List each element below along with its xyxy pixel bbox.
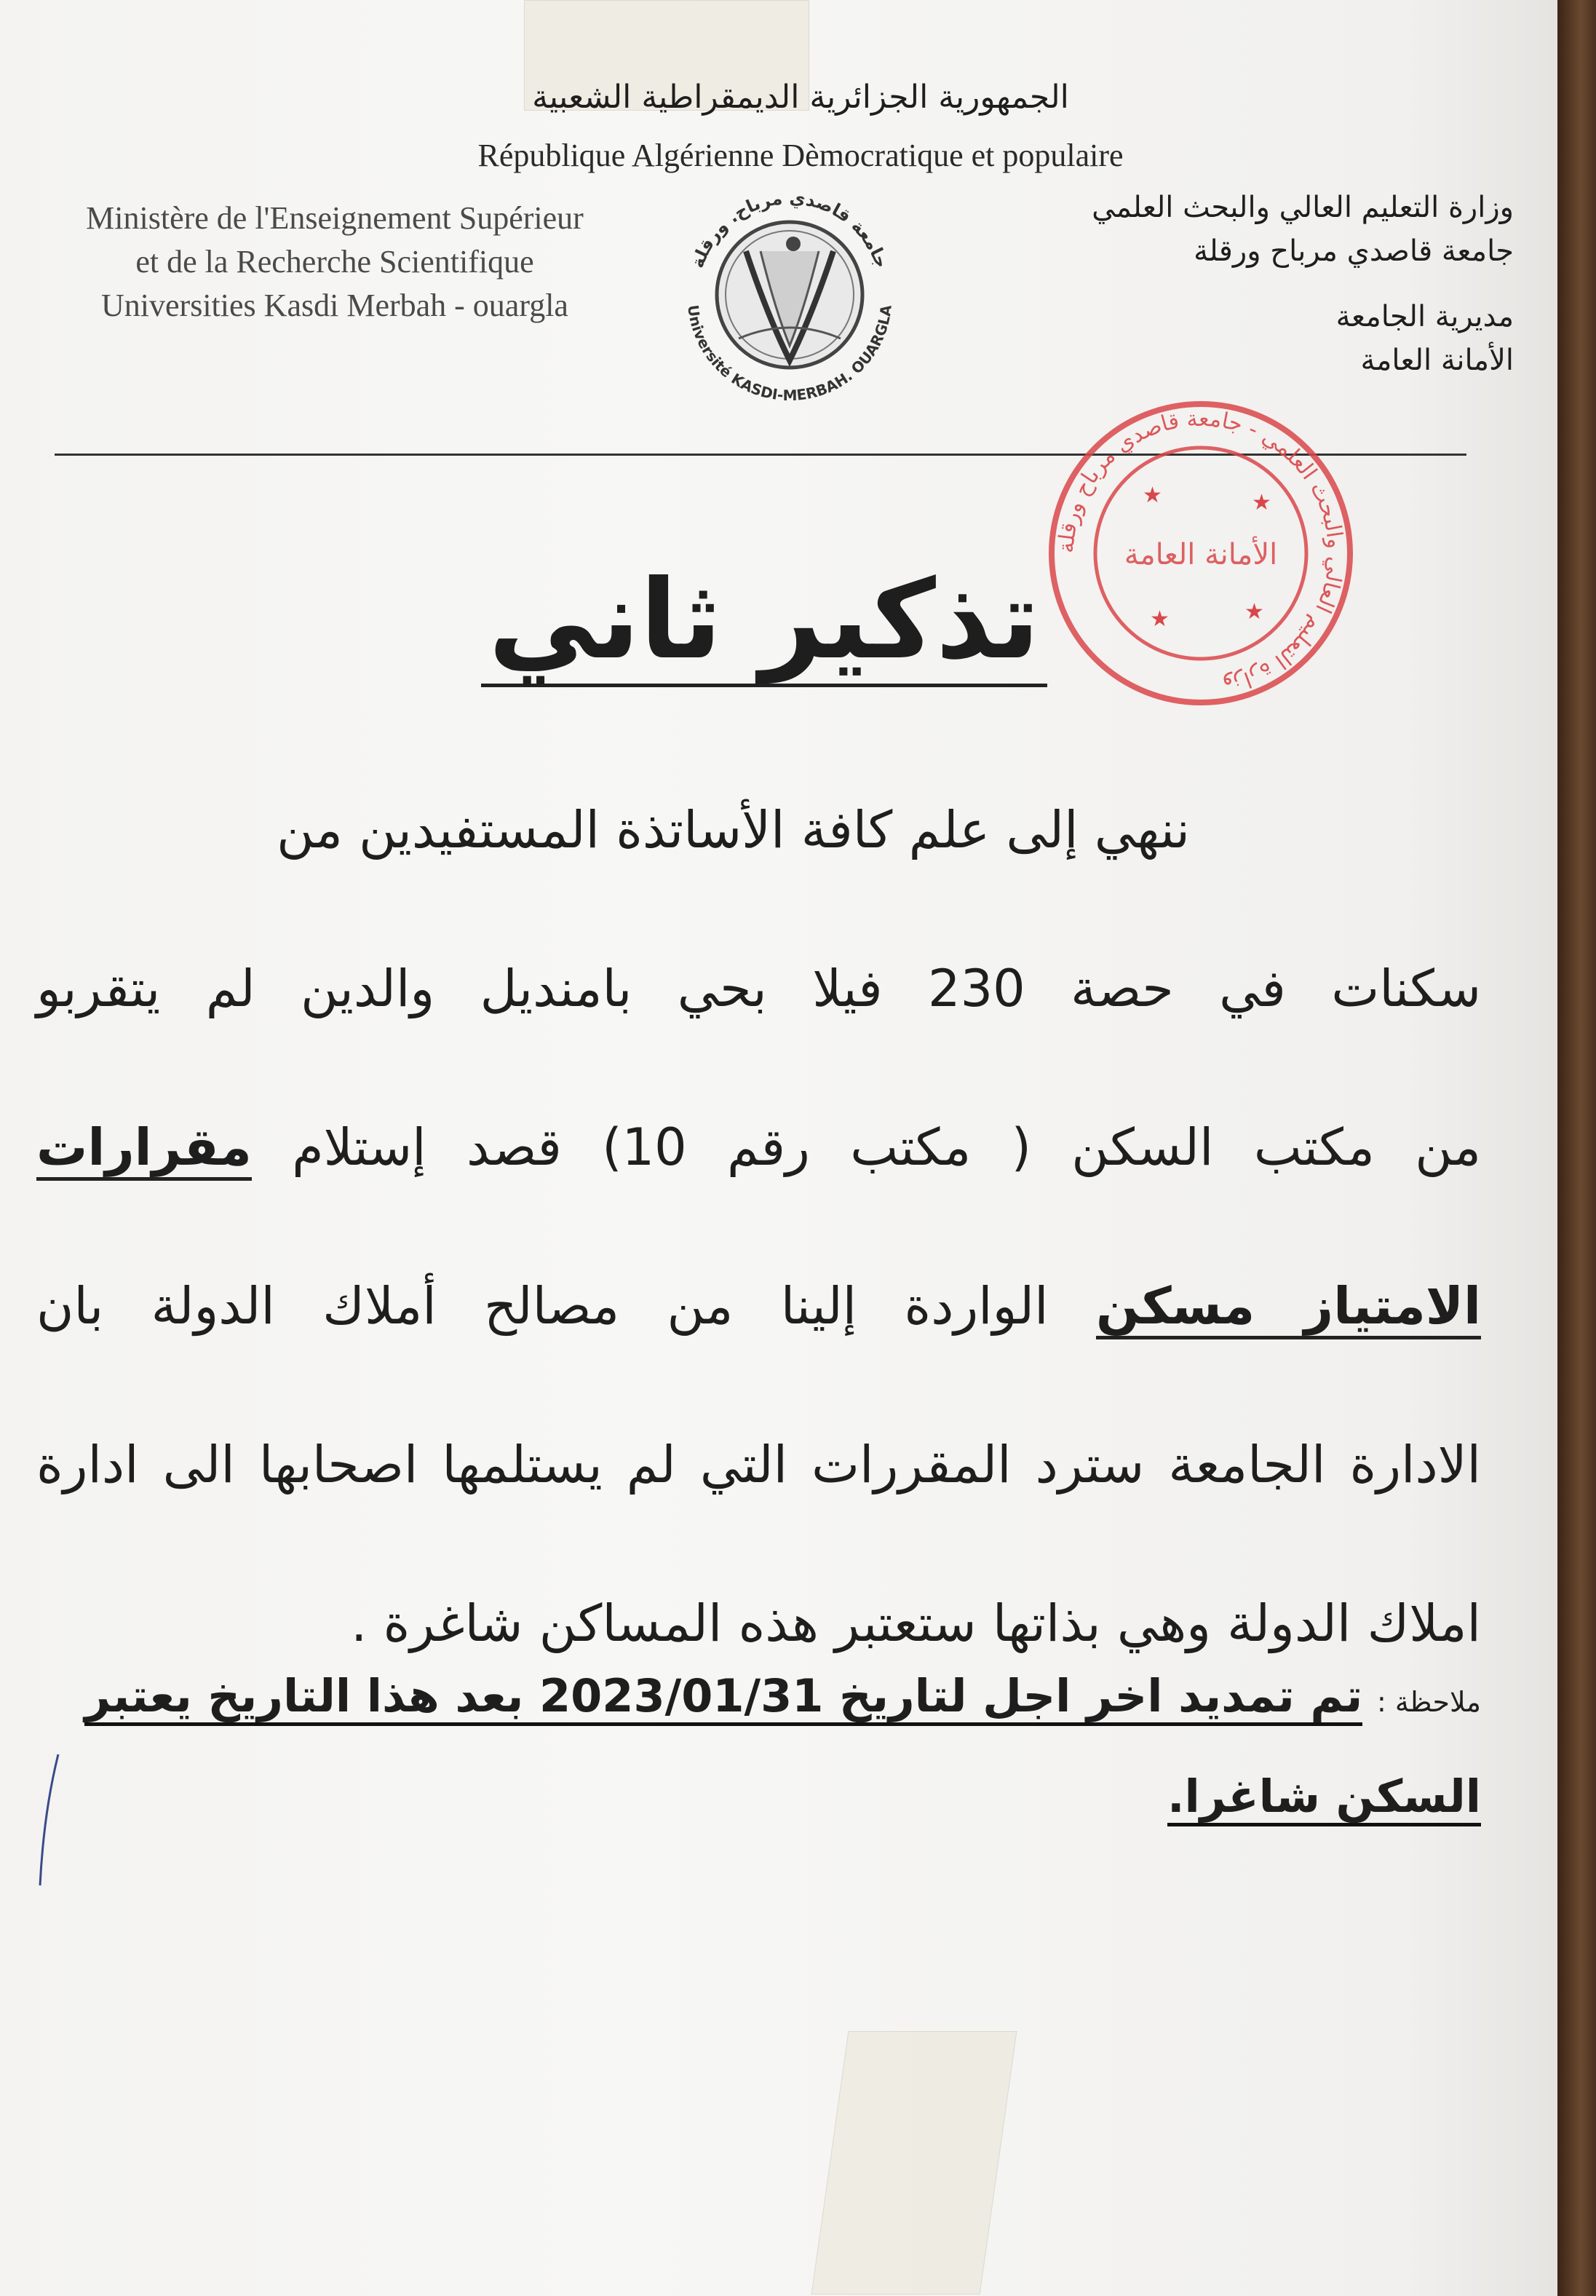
directorate-line: مديرية الجامعة [1335,300,1514,333]
republic-arabic: الجمهورية الجزائرية الديمقراطية الشعبية [532,79,1069,116]
body-line-4-text: الواردة إلينا من مصالح أملاك الدولة بان [36,1276,1096,1336]
body-line-5: الادارة الجامعة سترد المقررات التي لم يستلمها اصحابها الى ادارة [36,1435,1481,1495]
ministry-arabic-block [990,186,1514,382]
stamp-center-text: الأمانة العامة [1124,538,1278,571]
note-line-2 [36,1753,1481,1840]
ministry-line-1: Ministère de l'Enseignement Supérieur [86,200,584,236]
note-line-1 [36,1660,1481,1738]
document-title [437,557,1092,684]
body-line-6: املاك الدولة وهي بذاتها ستعتبر هذه المساكن شاغرة . [351,1594,1481,1653]
republic-french: République Algérienne Dèmocratique et populaire [477,138,1124,173]
body-line-3-underlined: مقرارات [36,1117,252,1181]
university-logo-icon [659,171,921,411]
body-paragraph [36,779,1481,1731]
secretariat-line: الأمانة العامة [1360,344,1514,377]
ministry-line-3: Universities Kasdi Merbah - ouargla [101,288,568,323]
stamp-ring-text: وزارة التعليم العالي والبحث العلمي - جامعة قاصدي مرباح ورقلة [1053,405,1349,699]
logo-arc-arabic: جامعة قاصدي مرباح. ورقلة [687,187,892,271]
body-line-3 [36,1096,1481,1255]
ministry-ar-line-1: وزارة التعليم العالي والبحث العلمي [1092,191,1514,224]
body-line-2: سكنات في حصة 230 فيلا بحي بامنديل والدين لم يتقربو [36,959,1481,1018]
stamp-star-icon: ★ [1143,483,1162,508]
stamp-star-icon: ★ [1244,599,1264,625]
body-line-4 [36,1255,1481,1414]
background-edge [1557,0,1596,2296]
ministry-french-block [36,197,633,328]
ministry-ar-line-2: جامعة قاصدي مرباح ورقلة [1194,234,1514,268]
note-label: ملاحظة : [1377,1686,1481,1718]
note-block [36,1660,1481,1840]
stamp-star-icon: ★ [1150,606,1170,632]
pen-mark-icon [29,1747,73,1893]
note-text-1: تم تمديد اخر اجل لتاريخ 2023/01/31 بعد هذا التاريخ يعتبر [84,1669,1362,1726]
ministry-line-2: et de la Recherche Scientifique [135,244,534,280]
logo-arc-french: Université KASDI-MERBAH. OUARGLA [684,304,895,405]
body-line-4-underlined: الامتياز مسكن [1096,1276,1481,1339]
body-line-3-text: من مكتب السكن ( مكتب رقم 10) قصد إستلام [251,1117,1481,1177]
title-text: تذكير ثاني [481,557,1047,687]
note-text-2: السكن شاغرا. [1167,1770,1481,1826]
stamp-star-icon: ★ [1252,490,1271,515]
body-line-1: ننهي إلى علم كافة الأساتذة المستفيدين من [277,800,1190,860]
